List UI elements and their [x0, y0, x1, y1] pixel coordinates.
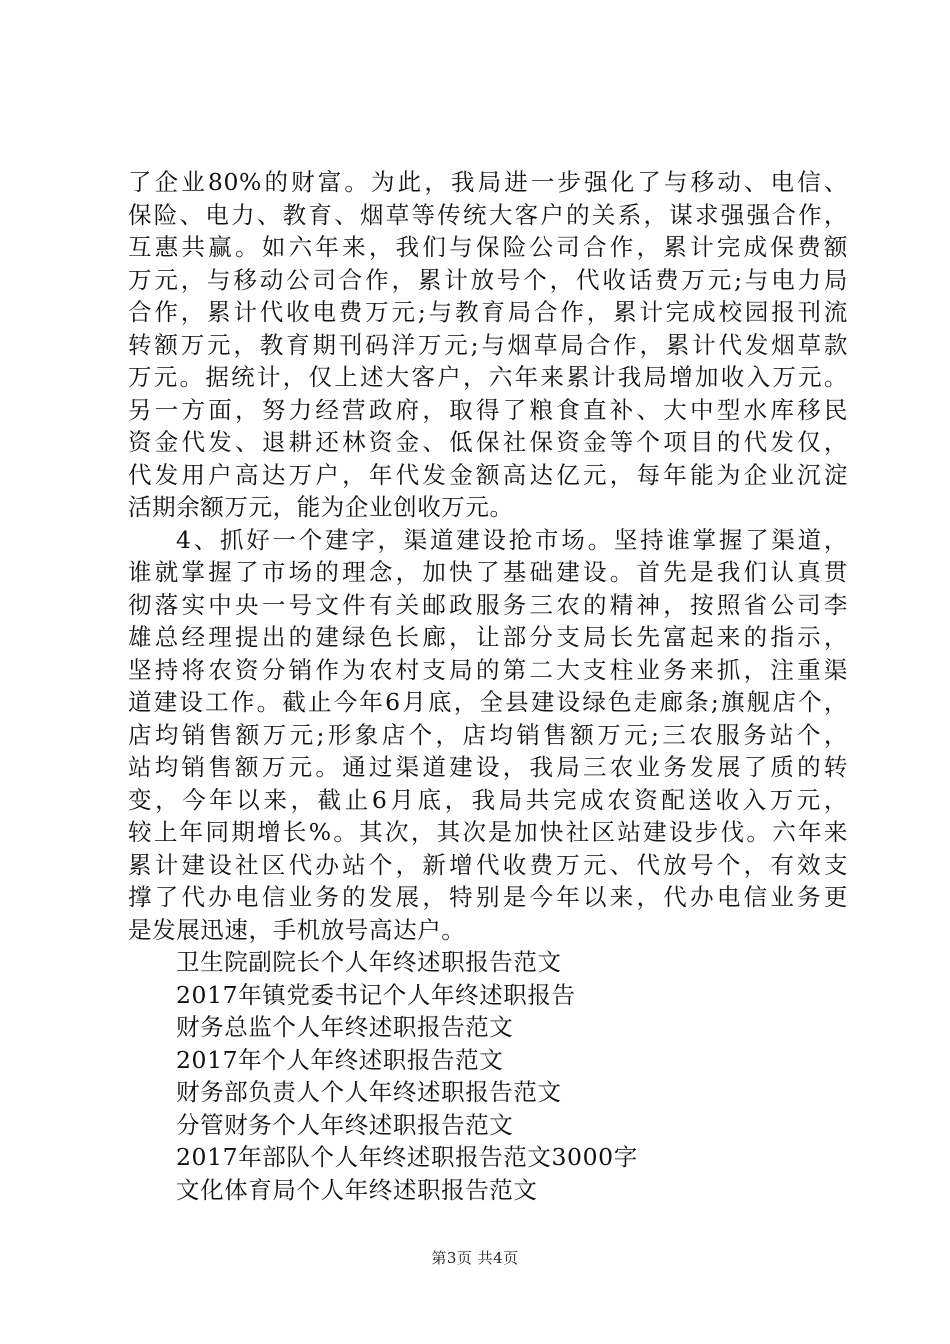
- paragraph-line: 活期余额万元，能为企业创收万元。: [128, 493, 514, 521]
- paragraph-line: 累计建设社区代办站个，新增代收费万元、代放号个，有效支: [128, 850, 848, 879]
- paragraph-line: 谁就掌握了市场的理念，加快了基础建设。首先是我们认真贯: [128, 558, 848, 586]
- related-link[interactable]: 卫生院副院长个人年终述职报告范文: [176, 948, 562, 976]
- paragraph-line: 保险、电力、教育、烟草等传统大客户的关系，谋求强强合作，: [128, 200, 848, 229]
- page-footer: 第3页 共4页: [431, 1249, 519, 1267]
- paragraph-line: 万元，与移动公司合作，累计放号个，代收话费万元;与电力局: [128, 265, 848, 294]
- related-link[interactable]: 2017年部队个人年终述职报告范文3000字: [176, 1143, 638, 1171]
- document-body: [128, 166, 848, 1206]
- paragraph-line: 是发展迅速，手机放号高达户。: [128, 915, 466, 944]
- paragraph-line: 站均销售额万元。通过渠道建设，我局三农业务发展了质的转: [128, 753, 848, 781]
- related-link[interactable]: 财务部负责人个人年终述职报告范文: [176, 1078, 562, 1106]
- paragraph-2: [128, 524, 848, 947]
- paragraph-line: 另一方面，努力经营政府，取得了粮食直补、大中型水库移民: [128, 395, 848, 424]
- related-link[interactable]: 文化体育局个人年终述职报告范文: [176, 1175, 538, 1204]
- related-link[interactable]: 2017年镇党委书记个人年终述职报告: [176, 980, 576, 1009]
- paragraph-line: 互惠共赢。如六年来，我们与保险公司合作，累计完成保费额: [128, 233, 848, 261]
- paragraph-line: 代发用户高达万户，年代发金额高达亿元，每年能为企业沉淀: [128, 460, 848, 489]
- paragraph-line: 转额万元，教育期刊码洋万元;与烟草局合作，累计代发烟草款: [128, 330, 848, 359]
- paragraph-line: 合作，累计代收电费万元;与教育局合作，累计完成校园报刊流: [128, 298, 848, 326]
- related-links-list: [128, 946, 848, 1206]
- paragraph-line: 万元。据统计，仅上述大客户，六年来累计我局增加收入万元。: [128, 363, 848, 391]
- paragraph-line: 4、抓好一个建字，渠道建设抢市场。坚持谁掌握了渠道，: [176, 525, 848, 554]
- related-link[interactable]: 财务总监个人年终述职报告范文: [176, 1013, 514, 1041]
- paragraph-line: 坚持将农资分销作为农村支局的第二大支柱业务来抓，注重渠: [128, 655, 848, 684]
- paragraph-line: 变，今年以来，截止6月底，我局共完成农资配送收入万元，: [128, 785, 848, 814]
- paragraph-line: 资金代发、退耕还林资金、低保社保资金等个项目的代发仅，: [128, 428, 848, 456]
- paragraph-line: 雄总经理提出的建绿色长廊，让部分支局长先富起来的指示，: [128, 623, 848, 651]
- paragraph-line: 道建设工作。截止今年6月底，全县建设绿色走廊条;旗舰店个，: [128, 688, 848, 716]
- paragraph-line: 店均销售额万元;形象店个，店均销售额万元;三农服务站个，: [128, 720, 848, 749]
- paragraph-1: [128, 166, 848, 524]
- paragraph-line: 较上年同期增长%。其次，其次是加快社区站建设步伐。六年来: [128, 818, 848, 846]
- paragraph-line: 彻落实中央一号文件有关邮政服务三农的精神，按照省公司李: [128, 590, 848, 619]
- related-link[interactable]: 分管财务个人年终述职报告范文: [176, 1110, 514, 1139]
- paragraph-line: 了企业80%的财富。为此，我局进一步强化了与移动、电信、: [128, 168, 848, 196]
- related-link[interactable]: 2017年个人年终述职报告范文: [176, 1045, 504, 1074]
- paragraph-line: 撑了代办电信业务的发展，特别是今年以来，代办电信业务更: [128, 883, 848, 911]
